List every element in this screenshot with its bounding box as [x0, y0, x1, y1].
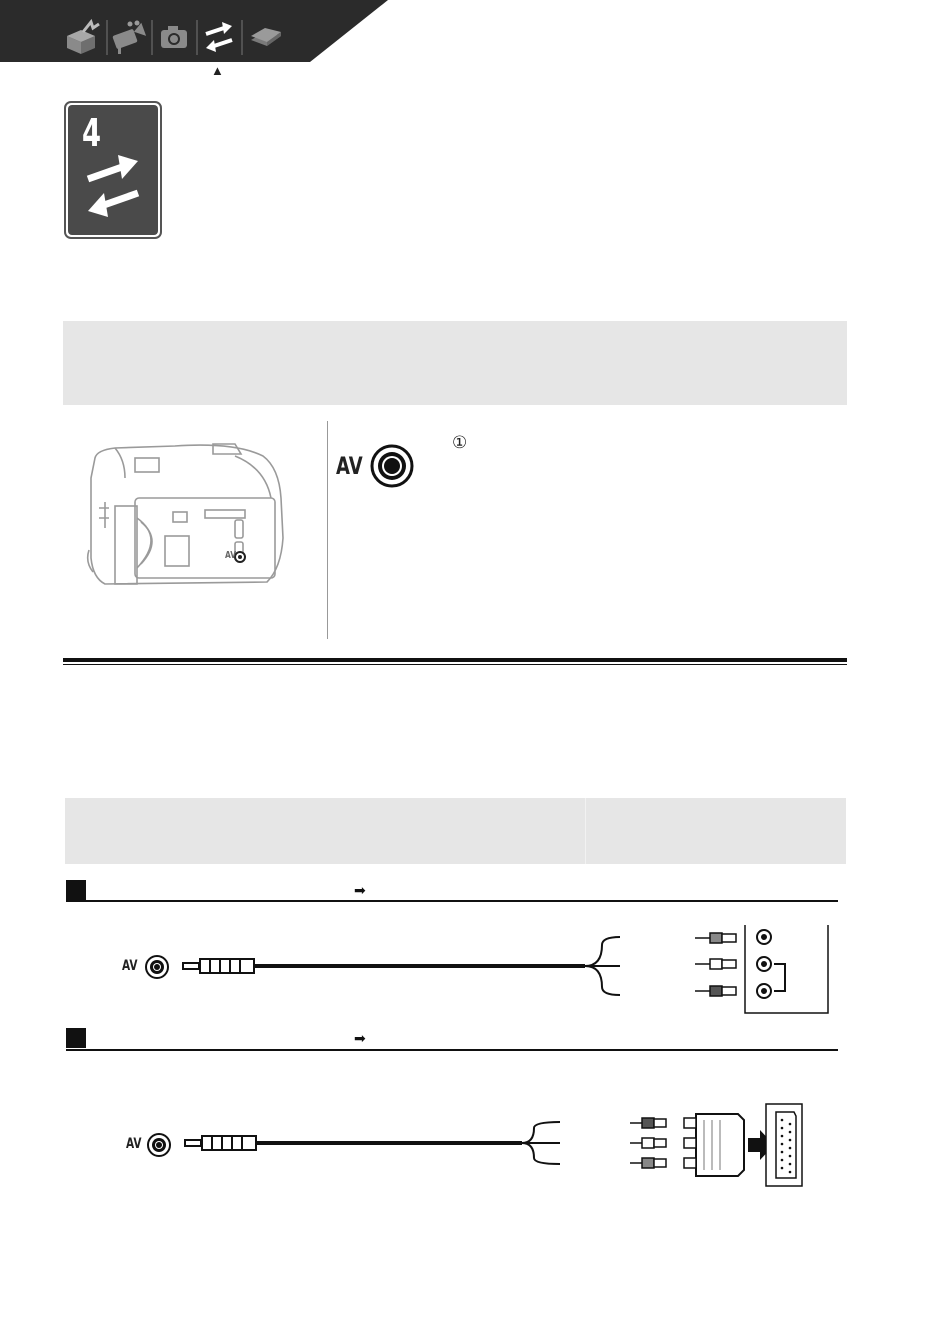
photo-icon[interactable]	[155, 18, 193, 56]
section-b-rule	[66, 1049, 838, 1051]
scart-cable-diagram	[182, 1100, 812, 1190]
section-rule-thick	[63, 658, 847, 662]
introduction-icon[interactable]	[63, 18, 101, 56]
column-divider	[327, 421, 328, 639]
external-connections-chapter-icon	[64, 101, 162, 239]
heading-highlight-box	[63, 321, 847, 405]
table-column-divider	[585, 798, 586, 864]
video-icon[interactable]	[110, 18, 148, 56]
section-a-marker	[66, 880, 86, 900]
section-b-marker	[66, 1028, 86, 1048]
av-terminal-callout	[336, 450, 426, 490]
section-rule-thin	[63, 664, 847, 665]
av-jack-b-icon	[146, 1132, 172, 1158]
av-terminal-a	[120, 952, 180, 982]
step-marker-1: ①	[452, 433, 468, 453]
external-connections-icon[interactable]	[200, 18, 238, 56]
av-terminal-b	[124, 1130, 184, 1160]
av-terminal-label: AV	[336, 452, 363, 480]
av-jack-a-icon	[144, 954, 170, 980]
chapter-nav-bar	[0, 0, 950, 80]
av-label-b: AV	[126, 1136, 142, 1152]
section-a-rule	[66, 900, 838, 902]
chapter-tab	[64, 101, 162, 239]
section-a-arrow: ➡	[354, 882, 366, 898]
chapter-number: 4	[82, 111, 102, 155]
stereo-video-cable-diagram	[180, 925, 830, 1020]
camcorder-av-label: AV	[225, 550, 237, 561]
connection-table-header	[65, 798, 846, 864]
av-label-a: AV	[122, 958, 138, 974]
active-section-pointer: ▲	[211, 63, 224, 78]
camcorder-illustration	[85, 438, 285, 588]
av-jack-icon	[370, 444, 414, 488]
section-b-arrow: ➡	[354, 1030, 366, 1046]
additional-info-icon[interactable]	[247, 18, 285, 56]
